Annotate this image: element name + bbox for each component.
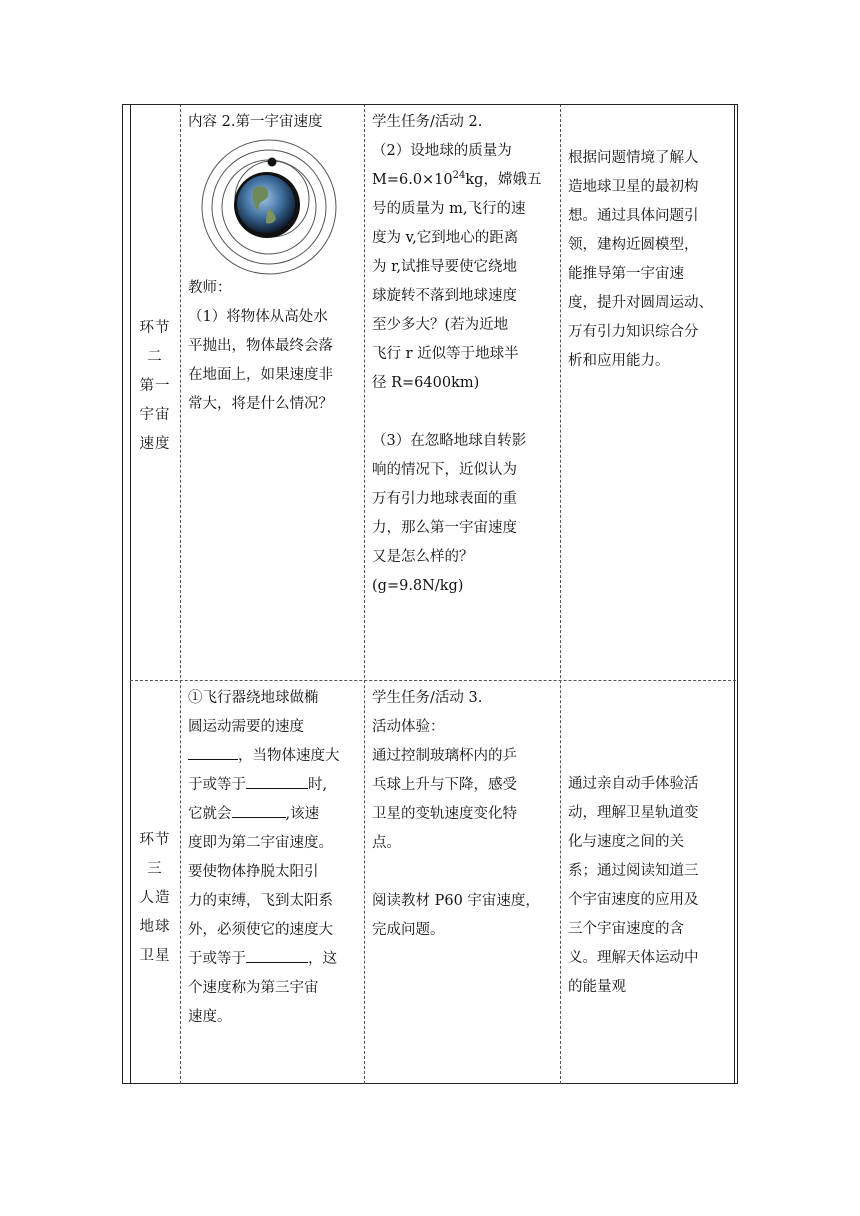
content-line: 于或等于 时, [188, 771, 360, 800]
teacher-label: 教师： [188, 280, 232, 296]
content-line: ，当物体速度大 [188, 742, 360, 771]
purpose-line: 通过亲自动手体验活 [568, 776, 699, 792]
activity-line: 又是怎么样的？ [372, 549, 474, 565]
activity-line: 响的情况下，近似认为 [372, 462, 517, 478]
purpose-line: 造地球卫星的最初构 [568, 179, 699, 195]
activity-line: 号的质量为 m,飞行的速 [372, 201, 526, 217]
content-line: 外，必须使它的速度大 [188, 922, 333, 938]
lesson-table [122, 104, 738, 1084]
content-line: 度即为第二宇宙速度。 [188, 835, 333, 851]
earth-orbit-icon [196, 139, 346, 275]
purpose-cell-3 [568, 770, 736, 1002]
activity-line: （3）在忽略地球自转影 [372, 433, 527, 449]
column-divider [180, 104, 181, 1084]
activity-line: 通过控制玻璃杯内的乒 [372, 748, 517, 764]
content-line: 于或等于 ，这 [188, 945, 360, 974]
activity-line: 度为 v,它到地心的距离 [372, 230, 519, 246]
content-line: 力的束缚，飞到太阳系 [188, 893, 333, 909]
stage-line: 第一 [139, 378, 171, 394]
purpose-line: 个宇宙速度的应用及 [568, 892, 699, 908]
activity-subtitle: 活动体验： [372, 719, 445, 735]
purpose-cell-2 [568, 144, 736, 376]
purpose-line: 能推导第一宇宙速 [568, 266, 684, 282]
content-title: 内容 2.第一宇宙速度 [188, 114, 323, 130]
activity-line: 飞行 r 近似等于地球半 [372, 346, 519, 362]
purpose-line: 系；通过阅读知道三 [568, 863, 699, 879]
activity-line: 径 R=6400km) [372, 375, 480, 391]
stage-label-2 [130, 314, 180, 459]
satellite-icon [268, 158, 277, 167]
purpose-line: 三个宇宙速度的含 [568, 921, 684, 937]
stage-line: 速度 [139, 436, 171, 452]
content-line: ①飞行器绕地球做椭 [188, 690, 319, 706]
stage-line: 环节 [139, 320, 171, 336]
fill-blank[interactable] [246, 772, 308, 789]
formula-exponent: 24 [452, 170, 466, 182]
row-divider [130, 680, 736, 681]
content-line: 它就会 ,该速 [188, 800, 360, 829]
column-divider [560, 104, 561, 1084]
stage-line: 地球 [139, 919, 171, 935]
stage-line: 二 [147, 349, 163, 365]
purpose-line: 想。通过具体问题引 [568, 208, 699, 224]
content-cell-3 [188, 684, 360, 1032]
activity-line: 万有引力地球表面的重 [372, 491, 517, 507]
activity-line: (g=9.8N/kg) [372, 578, 464, 594]
stage-line: 环节 [139, 832, 171, 848]
stage-label-3 [130, 826, 180, 971]
activity-line: 阅读教材 P60 宇宙速度， [372, 893, 540, 909]
activity-cell-2 [372, 108, 558, 601]
content-line: 平抛出，物体最终会落 [188, 338, 333, 354]
activity-title: 学生任务/活动 2. [372, 114, 483, 130]
fill-blank[interactable] [232, 801, 286, 818]
purpose-line: 万有引力知识综合分 [568, 324, 699, 340]
stage-line: 卫星 [139, 948, 171, 964]
activity-line: 球旋转不落到地球速度 [372, 288, 517, 304]
activity-line: 点。 [372, 835, 401, 851]
formula-rest: kg，嫦娥五 [465, 172, 542, 188]
activity-line: 乓球上升与下降，感受 [372, 777, 517, 793]
activity-line: 完成问题。 [372, 922, 445, 938]
purpose-line: 根据问题情境了解人 [568, 150, 699, 166]
activity-line: 为 r,试推导要使它绕地 [372, 259, 518, 275]
fill-blank[interactable] [188, 743, 238, 760]
content-line: 速度。 [188, 1009, 232, 1025]
purpose-line: 的能量观 [568, 979, 626, 995]
content-line: 在地面上，如果速度非 [188, 367, 333, 383]
content-line: 要使物体挣脱太阳引 [188, 864, 319, 880]
activity-line: 力，那么第一宇宙速度 [372, 520, 517, 536]
earth-orbit-illustration [196, 139, 346, 275]
stage-line: 人造 [139, 890, 171, 906]
activity-line: 卫星的变轨速度变化特 [372, 806, 517, 822]
content-line: 常大，将是什么情况？ [188, 396, 333, 412]
content-cell-2 [188, 108, 360, 419]
formula-base: M=6.0×10 [372, 172, 453, 188]
row-divider-top [130, 104, 736, 105]
mass-formula-line [372, 166, 558, 195]
activity-line: （2）设地球的质量为 [372, 143, 512, 159]
purpose-line: 化与速度之间的关 [568, 834, 684, 850]
activity-line: 至少多大？(若为近地 [372, 317, 509, 333]
column-divider [364, 104, 365, 1084]
stage-line: 宇宙 [139, 407, 171, 423]
purpose-line: 义。理解天体运动中 [568, 950, 699, 966]
content-line: 个速度称为第三宇宙 [188, 980, 319, 996]
purpose-line: 动，理解卫星轨道变 [568, 805, 699, 821]
stage-line: 三 [147, 861, 163, 877]
purpose-line: 领，建构近圆模型， [568, 237, 699, 253]
fill-blank[interactable] [246, 946, 308, 963]
activity-cell-3 [372, 684, 558, 945]
content-line: 圆运动需要的速度 [188, 719, 304, 735]
purpose-line: 析和应用能力。 [568, 353, 670, 369]
activity-title: 学生任务/活动 3. [372, 690, 483, 706]
purpose-line: 度，提升对圆周运动、 [568, 295, 713, 311]
content-line: （1）将物体从高处水 [188, 309, 328, 325]
